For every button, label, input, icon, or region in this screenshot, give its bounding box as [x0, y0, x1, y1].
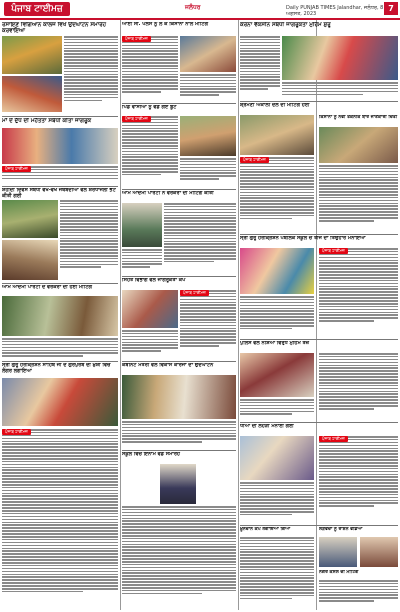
masthead-date: Daily PUNJAB TIMES Jalandhar, ਜਲੰਧਰ, 8 ਅਗਸਤ, 2023 — [286, 5, 384, 17]
headline-5: ਸ੍ਰੀ ਗੁਰੂ ਹਰਕ੍ਰਿਸ਼ਨ ਸਾਹਿਬ ਜੀ ਦੇ ਗੁਰਪੁਰਬ ਦੀ ਖ਼ੁਸ਼ੀ ਵਿੱਚ ਲੰਗਰ ਲਗਾਇਆ — [2, 363, 111, 374]
news-photo — [240, 353, 314, 397]
headline-16: ਪੁਲਿਸ ਵੱਲੋਂ ਨਸ਼ਿਆਂ ਵਿਰੁੱਧ ਮੁਹਿੰਮ ਤੇਜ਼ — [240, 341, 309, 346]
article-text — [240, 157, 314, 231]
headline-17: ਧੀਆਂ ਦੀ ਲੋਹੜੀ ਮਨਾਈ ਗਈ — [240, 424, 294, 429]
divider — [122, 189, 236, 190]
article-text — [2, 429, 118, 607]
article-text — [240, 296, 314, 336]
news-photo — [180, 36, 236, 72]
divider — [240, 422, 398, 423]
divider — [122, 361, 236, 362]
headline-7: ਪਿੰਡ ਵਾਸੀਆਂ ਨੂੰ ਵੰਡੇ ਗਏ ਬੂਟੇ — [122, 105, 177, 110]
divider — [122, 276, 236, 277]
byline-tag: ਪੰਜਾਬ ਟਾਈਮਜ਼ — [319, 436, 348, 442]
portrait-photo — [122, 203, 162, 247]
article-text — [122, 116, 178, 186]
byline-tag: ਪੰਜਾਬ ਟਾਈਮਜ਼ — [2, 429, 31, 435]
news-photo — [319, 127, 398, 163]
article-text — [60, 200, 118, 280]
news-photo — [2, 76, 62, 112]
news-photo — [2, 240, 58, 280]
masthead-logo: ਪੰਜਾਬ ਟਾਈਮਜ਼ — [4, 2, 70, 16]
news-photo — [240, 248, 314, 294]
article-text — [282, 82, 398, 98]
headline-1: ਰਸਾਇਣ ਵਿਗਿਆਨ ਕਾਲਜ ਵਿਖੇ ਉਦਘਾਟਨ ਸਮਾਰੋਹ ਕਰਵਾਇਆ — [2, 22, 107, 35]
divider — [240, 525, 398, 526]
divider — [122, 450, 236, 451]
divider — [2, 186, 118, 187]
divider — [2, 283, 118, 284]
article-text — [319, 248, 398, 336]
headline-6: ਆਈ ਸੀ. ਪਲਸ ਨੂੰ ਲੈ ਕੇ ਕਿਸਾਨਾਂ ਨਾਲ ਮੀਟਿੰਗ — [122, 22, 209, 27]
headline-19: ਲੋੜਵੰਦਾਂ ਨੂੰ ਰਾਸ਼ਨ ਵੰਡਿਆ — [319, 527, 363, 532]
news-photo — [282, 36, 398, 80]
news-photo — [122, 375, 236, 419]
news-photo — [319, 537, 357, 567]
masthead-section: ਜਲੰਧਰ — [185, 4, 201, 11]
page-number: 7 — [384, 2, 398, 15]
news-photo — [2, 378, 118, 426]
news-photo — [2, 36, 62, 74]
article-text — [240, 399, 314, 419]
headline-9: ਸਿਹਤ ਵਿਭਾਗ ਵੱਲੋਂ ਜਾਗਰੂਕਤਾ ਕੈਂਪ — [122, 278, 186, 283]
news-photo — [240, 115, 314, 155]
divider — [2, 361, 118, 362]
news-photo — [180, 116, 236, 156]
news-photo — [2, 200, 58, 238]
article-text — [240, 537, 314, 607]
divider — [240, 234, 398, 235]
headline-4: ਆਮ ਆਦਮੀ ਪਾਰਟੀ ਦੇ ਵਰਕਰਾਂ ਦੀ ਹੋਈ ਮੀਟਿੰਗ — [2, 285, 93, 290]
article-text — [319, 436, 398, 522]
headline-14: ਕਿਸਾਨਾਂ ਨੂੰ ਨਵੀਂ ਤਕਨੀਕ ਬਾਰੇ ਜਾਣਕਾਰੀ ਦਿੱਤੀ — [319, 115, 398, 120]
news-photo — [360, 537, 398, 567]
headline-13: ਸ਼੍ਰੋਮਣੀ ਅਕਾਲੀ ਦਲ ਦੀ ਮੀਟਿੰਗ ਹੋਈ — [240, 103, 310, 108]
article-text — [122, 421, 236, 447]
masthead — [0, 0, 400, 20]
divider — [2, 116, 118, 117]
byline-tag: ਪੰਜਾਬ ਟਾਈਮਜ਼ — [240, 157, 269, 163]
headline-11: ਸਕੂਲ ਵਿੱਚ ਇਨਾਮ ਵੰਡ ਸਮਾਰੋਹ — [122, 452, 180, 457]
article-text — [164, 203, 236, 273]
article-text — [122, 506, 236, 606]
article-text — [122, 330, 178, 358]
article-text — [180, 158, 236, 186]
article-text — [240, 36, 280, 98]
headline-15: ਸ੍ਰੀ ਗੁਰੂ ਹਰਕ੍ਰਿਸ਼ਨ ਪਬਲਿਕ ਸਕੂਲ ਚ ਤੀਜ ਦਾ ਤਿਉਹਾਰ ਮਨਾਇਆ — [240, 236, 366, 241]
divider — [122, 103, 236, 104]
divider — [240, 101, 398, 102]
news-photo — [240, 436, 314, 480]
byline-tag: ਪੰਜਾਬ ਟਾਈਮਜ਼ — [319, 248, 348, 254]
headline-20: ਨਗਰ ਕੌਂਸਲ ਦੀ ਮੀਟਿੰਗ — [319, 570, 359, 575]
portrait-photo — [160, 464, 196, 504]
headline-3: ਸ਼ਹੀਦੀ ਦਿਵਸ ਸਬੰਧੀ ਵੱਖ-ਵੱਖ ਜਥੇਬੰਦੀਆਂ ਵੱਲੋਂ ਸ਼ਰਧਾਂਜਲੀ ਭੇਟ ਕੀਤੀ ਗਈ — [2, 188, 116, 199]
byline-tag: ਪੰਜਾਬ ਟਾਈਮਜ਼ — [122, 116, 151, 122]
article-text — [180, 74, 236, 100]
headline-10: ਕੈਬਨਿਟ ਮੰਤਰੀ ਵੱਲੋਂ ਵਿਕਾਸ ਕਾਰਜਾਂ ਦਾ ਉਦਘਾਟਨ — [122, 363, 214, 368]
article-text — [2, 338, 118, 358]
news-photo — [122, 290, 178, 328]
column-rule — [120, 20, 121, 610]
article-text — [319, 165, 398, 231]
byline-tag: ਪੰਜਾਬ ਟਾਈਮਜ਼ — [2, 166, 31, 172]
article-text — [122, 36, 178, 100]
divider — [240, 339, 398, 340]
article-text — [319, 580, 398, 608]
headline-18: ਖ਼ੂਨਦਾਨ ਕੈਂਪ ਲਗਾਇਆ ਗਿਆ — [240, 527, 291, 532]
article-text — [180, 290, 236, 358]
article-text — [240, 482, 314, 522]
news-photo — [2, 128, 118, 164]
headline-8: ਆਮ ਆਦਮੀ ਪਾਰਟੀ ਨੇ ਵਰਕਰਾਂ ਦੀ ਮੀਟਿੰਗ ਕੀਤੀ — [122, 191, 214, 196]
article-text — [319, 353, 398, 419]
headline-2: ਮਾਂ ਦੇ ਦੁੱਧ ਦੀ ਮਹੱਤਤਾ ਸਬੰਧੀ ਕੀਤਾ ਜਾਗਰੂਕ — [2, 118, 92, 124]
article-text — [122, 249, 162, 273]
column-rule — [238, 20, 239, 610]
news-photo — [2, 296, 118, 336]
byline-tag: ਪੰਜਾਬ ਟਾਈਮਜ਼ — [180, 290, 209, 296]
byline-tag: ਪੰਜਾਬ ਟਾਈਮਜ਼ — [122, 36, 151, 42]
article-text — [64, 36, 118, 112]
headline-12: ਕੋਰੋਨਾ ਵੈਕਸੀਨ ਸਬੰਧੀ ਜਾਗਰੂਕਤਾ ਮੁਹਿੰਮ ਸ਼ੁਰੂ — [240, 22, 331, 28]
